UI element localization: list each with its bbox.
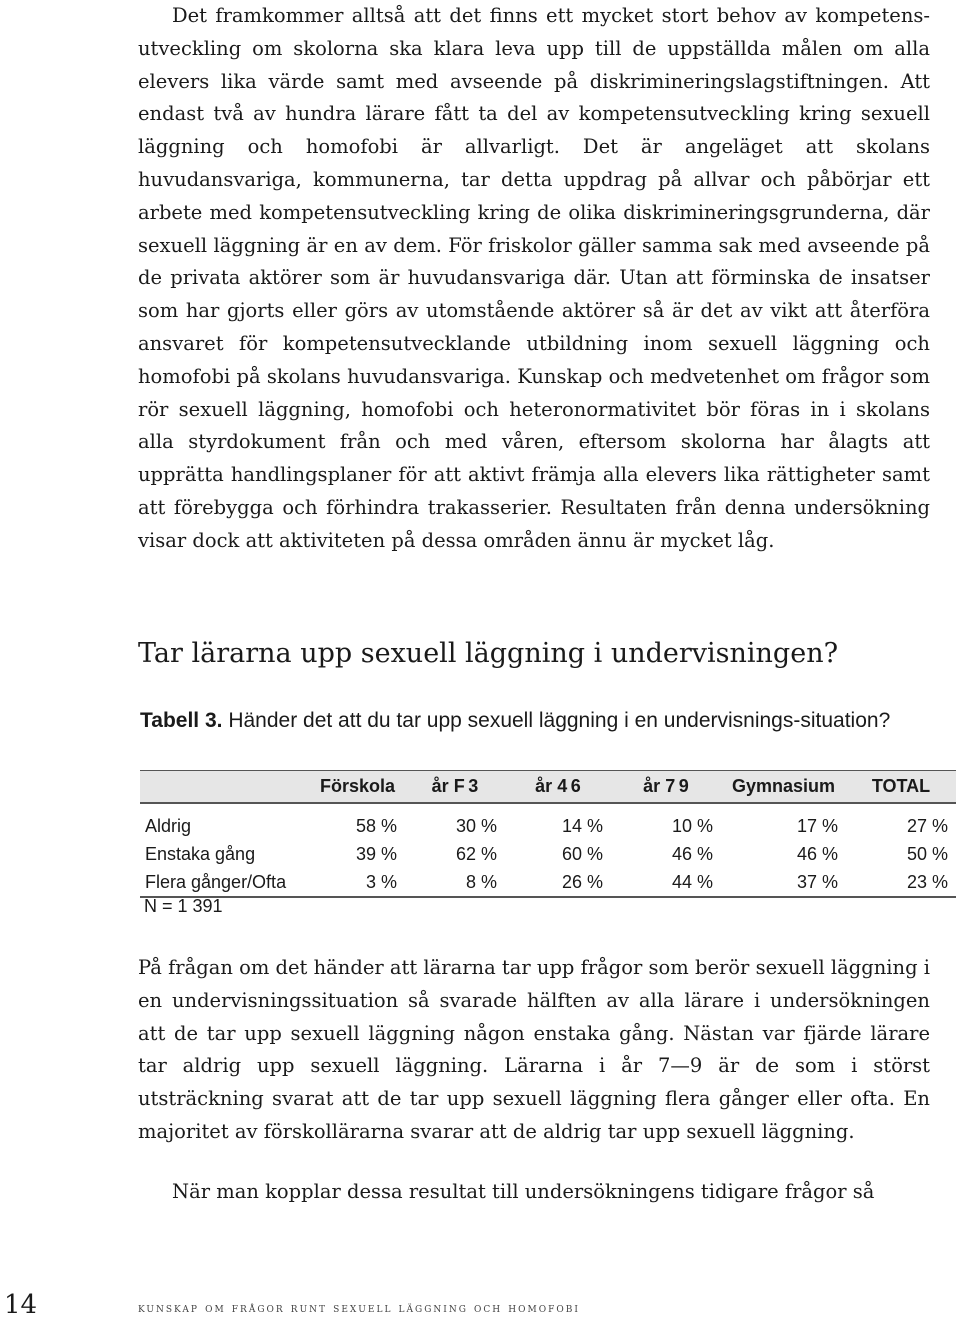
table-cell: 46 % [671,843,713,864]
table-cell: 58 % [355,815,397,836]
table-caption [140,706,940,735]
row-label: Flera gånger/Ofta [140,868,310,897]
table-caption-text: Händer det att du tar upp sexuell läggning i en undervisnings-situation? [222,709,891,732]
table-cell: 27 % [906,815,948,836]
row-label: Enstaka gång [145,843,256,864]
table-cell: 37 % [721,868,846,897]
table-cell: 30 % [455,815,497,836]
table-caption-label: Tabell 3. [140,709,223,732]
table-cell: 62 % [455,843,497,864]
table-cell: 10 % [671,815,713,836]
table-cell: 44 % [611,868,721,897]
page-number: 14 [4,1290,38,1320]
table-cell: 39 % [355,843,397,864]
column-header: Förskola [310,771,405,804]
body-paragraph-1: Det framkommer alltså att det finns ett mycket stort behov av kompetensutveckling om skolorna ska klara leva upp till de uppställda målen om alla elevers lika värde samt med avseende på diskrimineringslagstiftningen. Att endast två av hundra lärare fått ta del av kompetensutveckling kring sexuell läggning och homofobi är allvarligt. Det är angeläget att skolans huvudansvariga, kommunerna, tar detta uppdrag på allvar och påbörjar ett arbete med kompetensutveckling kring de olika diskrimineringsgrunderna, där sexuell läggning är en av dem. För friskolor gäller samma sak med avseende på de privata aktörer som är huvudansvariga där. Utan att förminska de insatser som har gjorts eller görs av utomstående aktörer så är det av vikt att återföra ansvaret för kompetensutvecklande utbildning inom sexuell läggning och homofobi på skolans huvudansvariga. Kunskap och medvetenhet om frågor som rör sexuell läggning, homofobi och heteronormativitet bör föras in i skolans alla styrdokument från och med våren, eftersom skolorna har ålagts att upprätta handlingsplaner för att aktivt främja alla elevers lika rättigheter samt att förebygga och förhindra trakasserier. Resultaten från denna undersökning visar dock att aktiviteten på dessa områden ännu är mycket låg. [138,4,930,552]
table-cell: 8 % [405,868,505,897]
column-header: Gymnasium [721,771,846,804]
running-footer-title: kunskap om frågor runt sexuell läggning och homofobi [138,1301,580,1316]
results-table [140,770,956,898]
column-header: år 4 6 [505,771,611,804]
column-header: år F 3 [405,771,505,804]
table-cell: 46 % [796,843,838,864]
table-cell: 60 % [561,843,603,864]
table-cell: 17 % [796,815,838,836]
sample-size-note: N = 1 391 [144,896,223,916]
table-cell: 23 % [846,868,956,897]
table-row [140,868,956,897]
column-header [140,771,310,804]
table-header-row [140,771,956,804]
section-heading: Tar lärarna upp sexuell läggning i undervisningen? [138,638,839,669]
table-cell: 3 % [310,868,405,897]
table-row [140,803,956,840]
body-paragraph-2: På frågan om det händer att lärarna tar upp frågor som berör sexuell läggning i en undervisningssituation så svarade hälften av alla lärare i undersökningen att de tar upp sexuell läggning någon enstaka gång. Nästan var fjärde lärare tar aldrig upp sexuell läggning. Lärarna i år 7—9 är de som i störst utsträckning svarat att de tar upp sexuell läggning flera gånger eller ofta. En majoritet av förskollärarna svarar att de aldrig tar upp sexuell läggning. [138,956,930,1143]
table-cell: 26 % [505,868,611,897]
body-paragraph-3: När man kopplar dessa resultat till undersökningens tidigare frågor så [172,1180,875,1203]
column-header: år 7 9 [611,771,721,804]
row-label: Aldrig [145,815,192,836]
table-cell: 50 % [906,843,948,864]
column-header: TOTAL [846,771,956,804]
table-cell: 14 % [561,815,603,836]
table-row [140,840,956,868]
